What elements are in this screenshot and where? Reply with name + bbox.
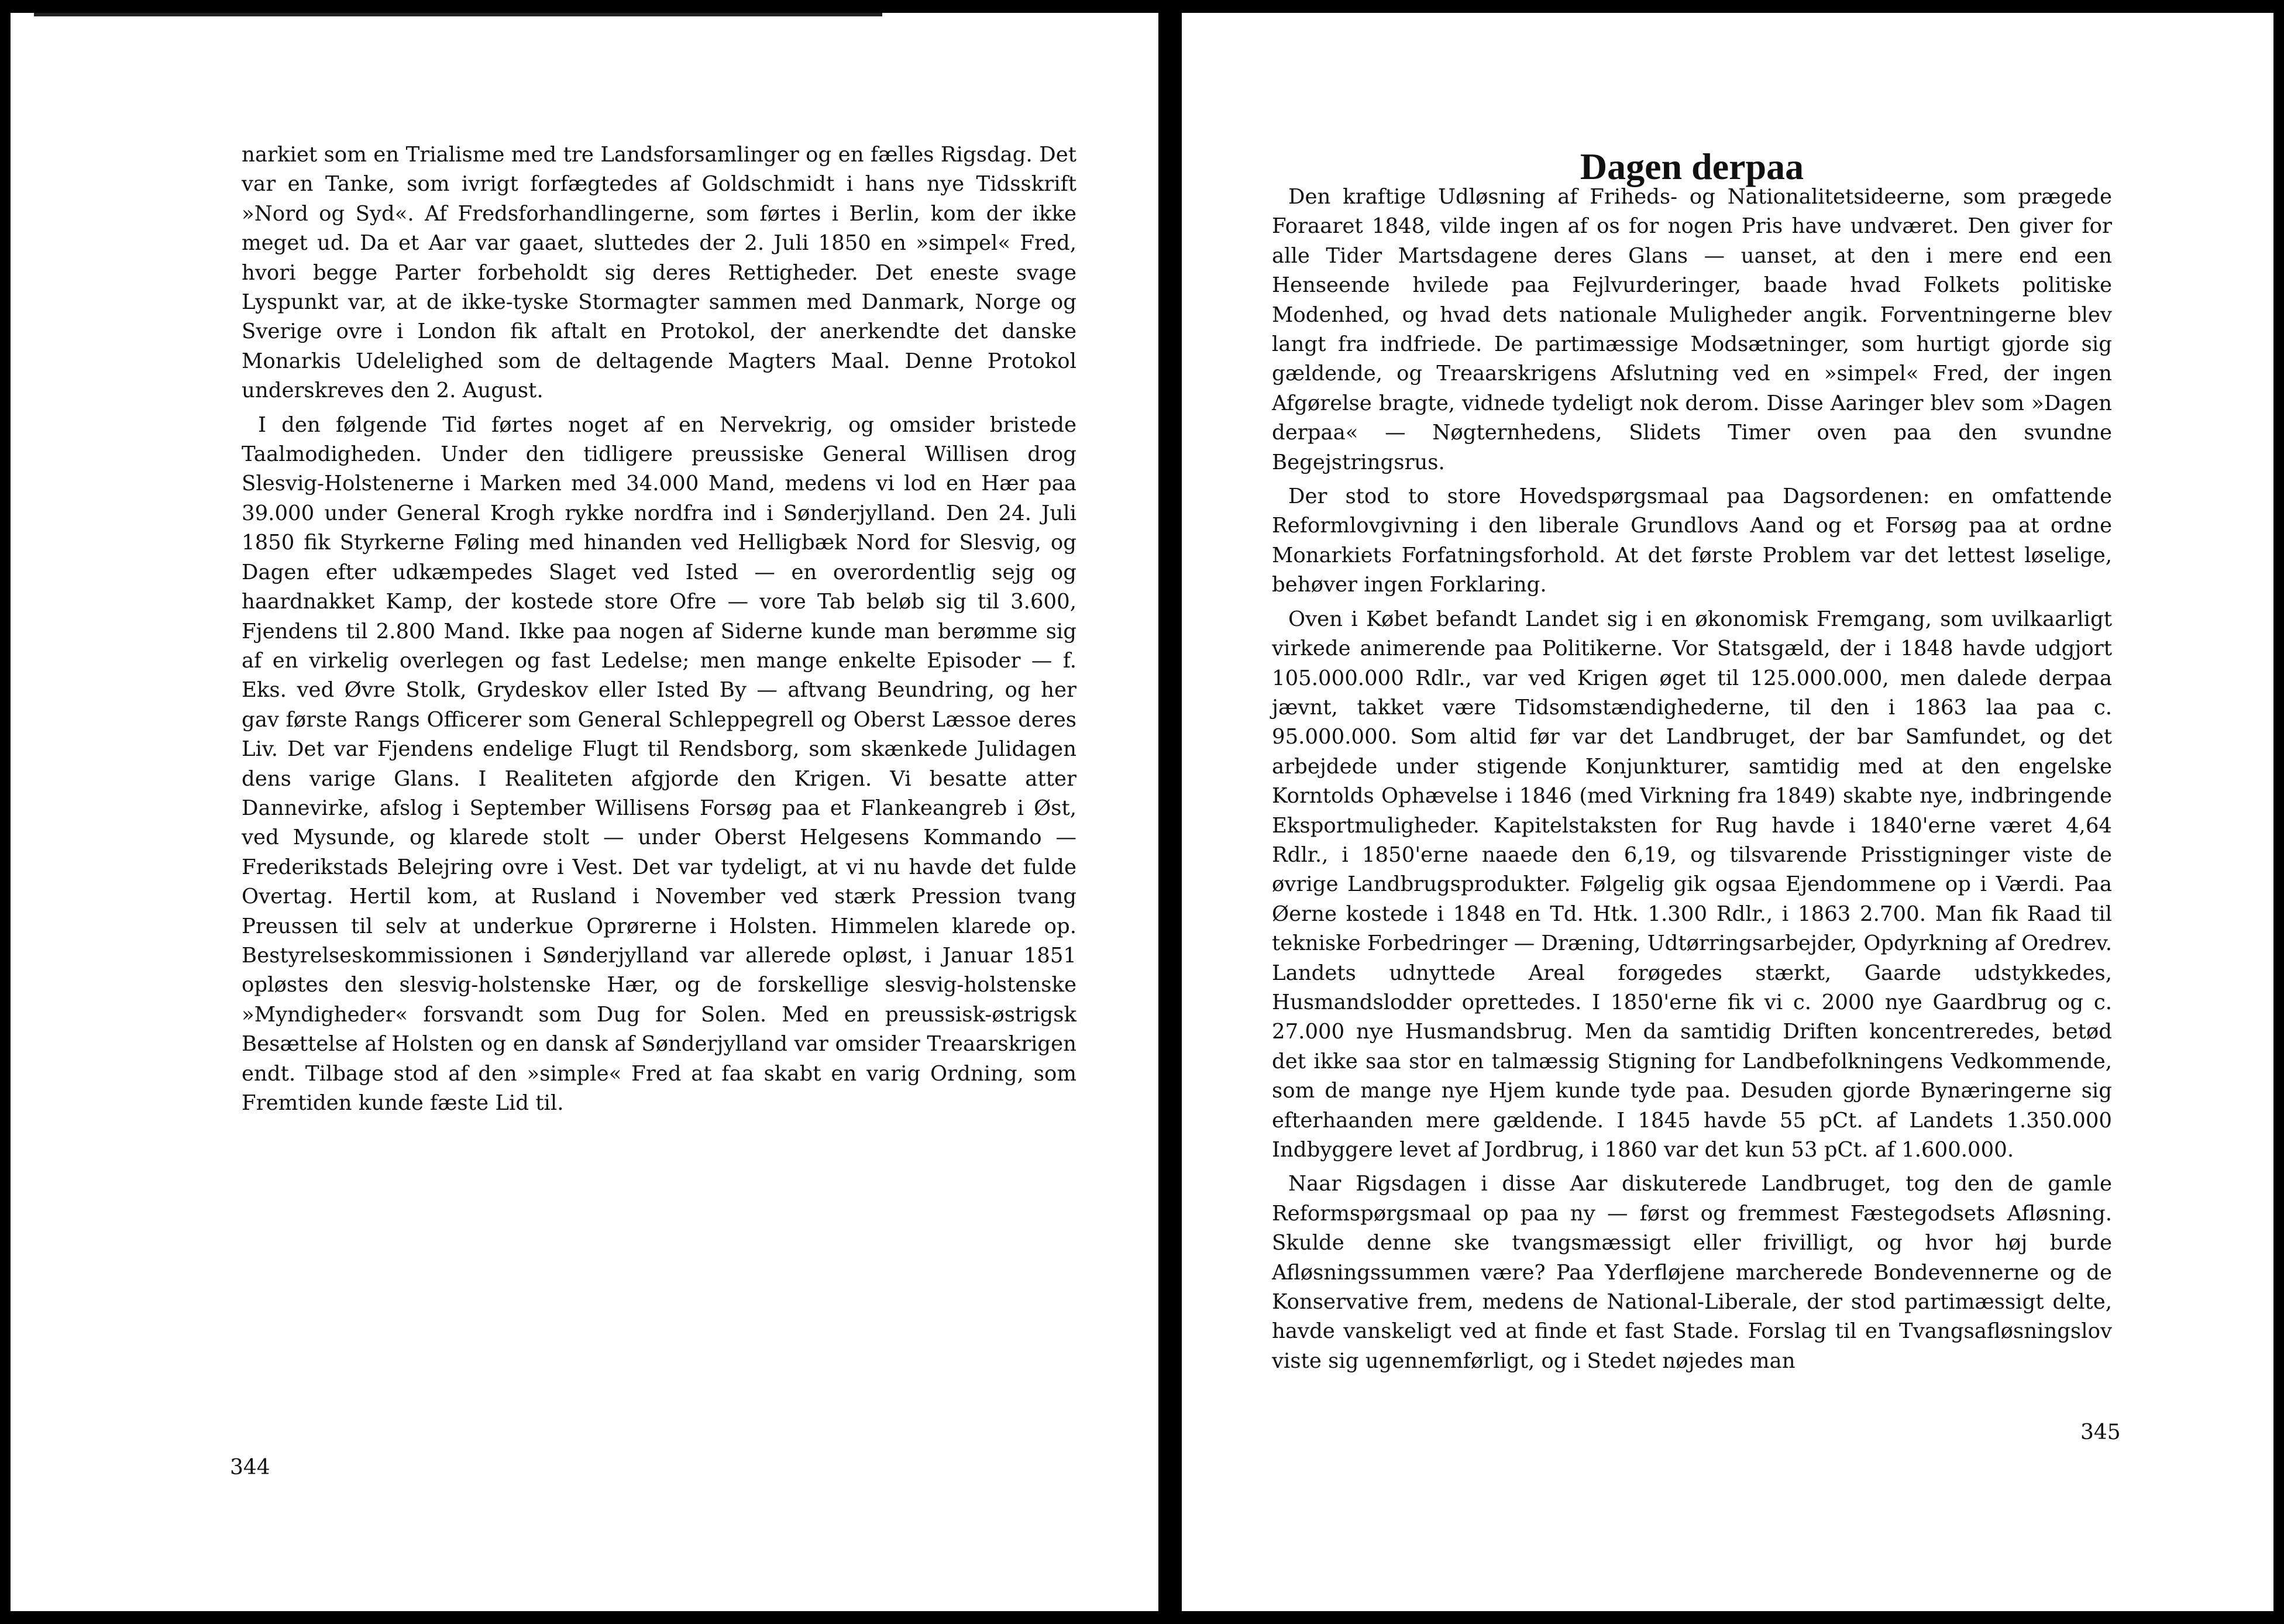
- page-number-left: 344: [230, 1456, 270, 1480]
- chapter-title: Dagen derpaa: [1580, 146, 1804, 187]
- paragraph: narkiet som en Trialisme med tre Landsforsamlinger og en fælles Rigsdag. Det var en Tanke, som ivrigt forfægtedes af Goldschmidt i hans nye Tidsskrift »Nord og Syd«. Af Fredsforhandlingerne, som førtes i Berlin, kom der ikke meget ud. Da et Aar var gaaet, sluttedes der 2. Juli 1850 en »simpel« Fred, hvori begge Parter forbeholdt sig deres Rettigheder. Det eneste svage Lyspunkt var, at de ikke-tyske Stormagter sammen med Danmark, Norge og Sverige ovre i London fik aftalt en Protokol, der anerkendte det danske Monarkis Udelelighed som de deltagende Magters Maal. Denne Protokol underskreves den 2. August.: [242, 143, 1076, 403]
- paragraph: Den kraftige Udløsning af Friheds- og Nationalitetsideerne, som prægede Foraaret 1848, vilde ingen af os for nogen Pris have undværet. Den giver for alle Tider Martsdagene deres Glans — uanset, at den i mere end een Henseende hvilede paa Fejlvurderinger, baade hvad Folkets politiske Modenhed, og hvad dets nationale Muligheder angik. Forventningerne blev langt fra indfriede. De partimæssige Modsætninger, som hurtigt gjorde sig gældende, og Treaarskrigens Afslutning ved en »simpel« Fred, der ingen Afgørelse bragte, vidnede tydeligt nok derom. Disse Aaringer blev som »Dagen derpaa« — Nøgternhedens, Slidets Timer oven paa den svundne Begejstringsrus.: [1272, 185, 2112, 474]
- page-number-right: 345: [2080, 1420, 2121, 1444]
- paragraph: I den følgende Tid førtes noget af en Nervekrig, og omsider bristede Taalmodigheden. Under den tidligere preussiske General Willisen drog Slesvig-Holstenerne i Marken med 34.000 Mand, medens vi lod en Hær paa 39.000 under General Krogh rykke nordfra ind i Sønderjylland. Den 24. Juli 1850 fik Styrkerne Føling med hinanden ved Helligbæk Nord for Slesvig, og Dagen efter udkæmpedes Slaget ved Isted — en overordentlig sejg og haardnakket Kamp, der kostede store Ofre — vore Tab beløb sig til 3.600, Fjendens til 2.800 Mand. Ikke paa nogen af Siderne kunde man berømme sig af en virkelig overlegen og fast Ledelse; men mange enkelte Episoder — f. Eks. ved Øvre Stolk, Grydeskov eller Isted By — aftvang Beundring, og her gav første Rangs Officerer som General Schleppegrell og Oberst Læssoe deres Liv. Det var Fjendens endelige Flugt til Rendsborg, som skænkede Julidagen dens varige Glans. I Realiteten afgjorde den Krigen. Vi besatte atter Dannevirke, afslog i September Willisens Forsøg paa et Flankeangreb i Øst, ved Mysunde, og klarede stolt — under Oberst Helgesens Kommando — Frederikstads Belejring ovre i Vest. Det var tydeligt, at vi nu havde det fulde Overtag. Hertil kom, at Rusland i November ved stærk Pression tvang Preussen til selv at underkue Oprørerne i Holsten. Himmelen klarede op. Bestyrelseskommissionen i Sønderjylland var allerede opløst, i Januar 1851 opløstes den slesvig-holstenske Hær, og de forskellige slesvig-holstenske »Myndigheder« forsvandt som Dug for Solen. Med en preussisk-østrigsk Besættelse af Holsten og en dansk af Sønderjylland var omsider Treaarskrigen endt. Tilbage stod af den »simple« Fred at faa skabt en varig Ordning, som Fremtiden kunde fæste Lid til.: [242, 412, 1076, 1115]
- paragraph: Naar Rigsdagen i disse Aar diskuterede Landbruget, tog den de gamle Reformspørgsmaal op paa ny — først og fremmest Fæstegodsets Afløsning. Skulde denne ske tvangsmæssigt eller frivilligt, og hvor høj burde Afløsningssummen være? Paa Yderfløjene marcherede Bondevennerne og de Konservative frem, medens de National-Liberale, der stod partimæssigt delte, havde vanskeligt ved at finde et fast Stade. Forslag til en Tvangsafløsningslov viste sig ugennemførligt, og i Stedet nøjedes man: [1272, 1172, 2112, 1373]
- right-text-column: [1272, 183, 2112, 1376]
- left-page: [11, 13, 1158, 1611]
- paragraph: Der stod to store Hovedspørgsmaal paa Dagsordenen: en omfattende Reformlovgivning i den liberale Grundlovs Aand og et Forsøg paa at ordne Monarkiets Forfatningsforhold. At det første Problem var det lettest løselige, behøver ingen Forklaring.: [1272, 484, 2112, 597]
- right-page: [1182, 13, 2273, 1611]
- top-edge-line: [34, 13, 882, 16]
- paragraph: Oven i Købet befandt Landet sig i en økonomisk Fremgang, som uvilkaarligt virkede animerende paa Politikerne. Vor Statsgæld, der i 1848 havde udgjort 105.000.000 Rdlr., var ved Krigen øget til 125.000.000, men dalede derpaa jævnt, takket være Tidsomstændighederne, til den i 1863 laa paa c. 95.000.000. Som altid før var det Landbruget, der bar Samfundet, og det arbejdede under stigende Konjunkturer, samtidig med at den engelske Korntolds Ophævelse i 1846 (med Virkning fra 1849) skabte nye, indbringende Eksportmuligheder. Kapitelstaksten for Rug havde i 1840'erne været 4,64 Rdlr., i 1850'erne naaede den 6,19, og tilsvarende Prisstigninger viste de øvrige Landbrugsprodukter. Følgelig gik ogsaa Ejendommene op i Værdi. Paa Øerne kostede i 1848 en Td. Htk. 1.300 Rdlr., i 1863 2.700. Man fik Raad til tekniske Forbedringer — Dræning, Udtørringsarbejder, Opdyrkning af Oredrev. Landets udnyttede Areal forøgedes stærkt, Gaarde udstykkedes, Husmandslodder oprettedes. I 1850'erne fik vi c. 2000 nye Gaardbrug og c. 27.000 nye Husmandsbrug. Men da samtidig Driften koncentreredes, betød det ikke saa stor en talmæssig Stigning for Landbefolkningens Vedkommende, som de mange nye Hjem kunde tyde paa. Desuden gjorde Bynæringerne sig efterhaanden mere gældende. I 1845 havde 55 pCt. af Landets 1.350.000 Indbyggere levet af Jordbrug, i 1860 var det kun 53 pCt. af 1.600.000.: [1272, 607, 2112, 1162]
- left-text-column: [242, 140, 1076, 1118]
